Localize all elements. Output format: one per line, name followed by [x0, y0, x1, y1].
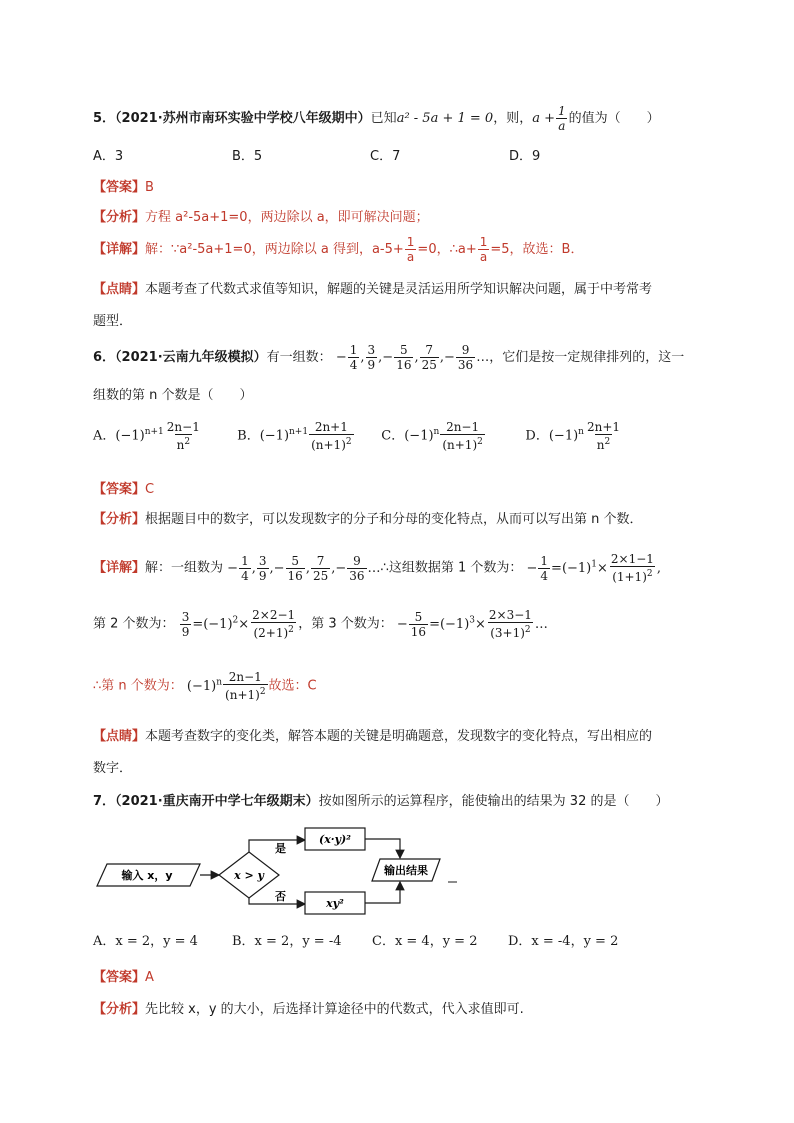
detail-text: ∴第 n 个数为： [93, 678, 183, 694]
question-source: （2021·苏州市南环实验中学校八年级期中） [115, 111, 371, 126]
condition-label: x > y [234, 869, 264, 882]
q7-option-d: D．x = -4，y = 2 [508, 934, 619, 949]
q7-option-c: C．x = 4，y = 2 [372, 934, 478, 949]
answer-tag: 【答案】 [93, 482, 146, 497]
stem-text: …，它们是按一定规律排列的，这一 [476, 350, 685, 365]
q5-option-c: C．7 [370, 149, 401, 164]
formula: − $\frac{1}{4}$ $=(-1)^1\times$ $\frac{2\times 1-1}{(1+1)^2}$ , [526, 552, 662, 584]
q7-stem [93, 790, 668, 809]
formula: $\frac{3}{9}$ $=(-1)^2\times$ $\frac{2\times 2-1}{(2+1)^2}$ [181, 608, 296, 640]
q5-option-b: B．5 [232, 149, 263, 164]
sequence: − $\frac{1}{4}$ , $\frac{3}{9}$ ,− $\frac{5}{16}$ , $\frac{7}{25}$ ,− $\frac{9}{36}$ … [227, 553, 381, 583]
expression: a + [532, 111, 555, 126]
question-source: （2021·云南九年级模拟） [115, 350, 267, 365]
stem-text: ，则， [493, 111, 533, 126]
q7-option-a: A．x = 2，y = 4 [93, 934, 198, 949]
detail-text: 解：∵a²-5a+1=0，两边除以 a 得到，a-5+ [145, 242, 404, 257]
comment-tag: 【点睛】 [93, 282, 146, 297]
q6-detail-line-3 [93, 670, 317, 702]
input-label: 输入 x，y [121, 869, 173, 882]
q6-analysis [93, 508, 643, 527]
top-compute-label: (x·y)² [318, 833, 352, 846]
analysis-tag: 【分析】 [93, 1002, 146, 1017]
option-d: D．$(-1)^n$ $\frac{2n+1}{n^2}$ [525, 420, 621, 452]
analysis-text: 根据题目中的数字，可以发现数字的分子和分母的变化特点，从而可以写出第 n 个数． [145, 512, 643, 527]
q6-options [93, 420, 645, 452]
question-number: 5． [93, 111, 116, 126]
q6-answer [93, 478, 154, 497]
bottom-compute-label: xy² [326, 897, 344, 910]
q5-option-d: D．9 [509, 149, 541, 164]
formula: − $\frac{5}{16}$ $=(-1)^3\times$ $\frac{2\times 3-1}{(3+1)^2}$ … [396, 608, 548, 640]
comment-tag: 【点睛】 [93, 729, 146, 744]
stem-text: 有一组数： [266, 350, 332, 365]
answer-value: A [145, 970, 154, 985]
fraction: $\frac{1}{a}$ [557, 104, 566, 133]
q5-stem [93, 104, 660, 133]
detail-text: ∴这组数据第 1 个数为： [380, 560, 523, 576]
option-a: A．$(-1)^{n+1}$ $\frac{2n-1}{n^2}$ [93, 420, 200, 452]
q5-detail [93, 235, 583, 264]
q7-answer [93, 966, 154, 985]
question-number: 6． [93, 350, 116, 365]
answer-value: C [145, 482, 155, 497]
output-label: 输出结果 [384, 864, 428, 877]
flowchart [95, 822, 465, 918]
comment-text: 本题考查数字的变化类，解答本题的关键是明确题意，发现数字的变化特点，写出相应的 [145, 729, 653, 744]
q6-detail-line-1 [93, 552, 661, 584]
fraction: $\frac{1}{a}$ [479, 235, 488, 264]
detail-text: =5，故选：B． [490, 242, 584, 257]
stem-text: 的值为（ ） [568, 111, 660, 126]
detail-text: 第 2 个数为： [93, 616, 175, 632]
detail-text: 故选：C [268, 678, 317, 694]
q5-comment-line-1 [93, 278, 652, 297]
detail-tag: 【详解】 [93, 560, 146, 576]
detail-text: ，第 3 个数为： [298, 616, 393, 632]
analysis-text: 先比较 x，y 的大小，后选择计算途径中的代数式，代入求值即可. [145, 1002, 524, 1017]
question-number: 7． [93, 794, 116, 809]
comment-text: 本题考查了代数式求值等知识，解题的关键是灵活运用所学知识解决问题，属于中考常考 [145, 282, 653, 297]
q5-option-a: A．3 [93, 149, 124, 164]
detail-text: 解：一组数为 [145, 560, 224, 576]
q5-comment-line-2: 题型． [93, 314, 133, 329]
stem-text: 按如图所示的运算程序，能使输出的结果为 32 的是（ ） [318, 794, 669, 809]
no-label: 否 [275, 890, 286, 903]
answer-tag: 【答案】 [93, 180, 146, 195]
analysis-text: 方程 a²-5a+1=0，两边除以 a，即可解决问题； [145, 210, 429, 225]
option-b: B．$(-1)^{n+1}$ $\frac{2n+1}{(n+1)^2}$ [237, 420, 352, 452]
question-source: （2021·重庆南开中学七年级期末） [115, 794, 319, 809]
analysis-tag: 【分析】 [93, 512, 146, 527]
q5-answer [93, 176, 154, 195]
detail-text: =0，∴a+ [417, 242, 477, 257]
stem-text: 已知 [370, 111, 397, 126]
analysis-tag: 【分析】 [93, 210, 146, 225]
q6-comment-line-2: 数字． [93, 761, 133, 776]
yes-label: 是 [275, 842, 286, 855]
q6-detail-line-2 [93, 608, 548, 640]
sequence: − $\frac{1}{4}$ , $\frac{3}{9}$ ,− $\frac{5}{16}$ , $\frac{7}{25}$ ,− $\frac{9}{36}$ [335, 343, 474, 372]
option-c: C．$(-1)^n$ $\frac{2n-1}{(n+1)^2}$ [381, 420, 483, 452]
q7-option-b: B．x = 2，y = -4 [232, 934, 342, 949]
answer-value: B [145, 180, 154, 195]
fraction: $\frac{1}{a}$ [406, 235, 415, 264]
q5-analysis [93, 206, 429, 225]
detail-tag: 【详解】 [93, 242, 146, 257]
equation: a² - 5a + 1 = 0 [396, 111, 494, 126]
formula: $(-1)^n$ $\frac{2n-1}{(n+1)^2}$ [186, 670, 266, 702]
q7-analysis [93, 998, 524, 1017]
q6-comment-line-1 [93, 725, 652, 744]
q6-stem-line-1 [93, 343, 684, 372]
answer-tag: 【答案】 [93, 970, 146, 985]
q6-stem-line-2: 组数的第 n 个数是（ ） [93, 388, 253, 403]
